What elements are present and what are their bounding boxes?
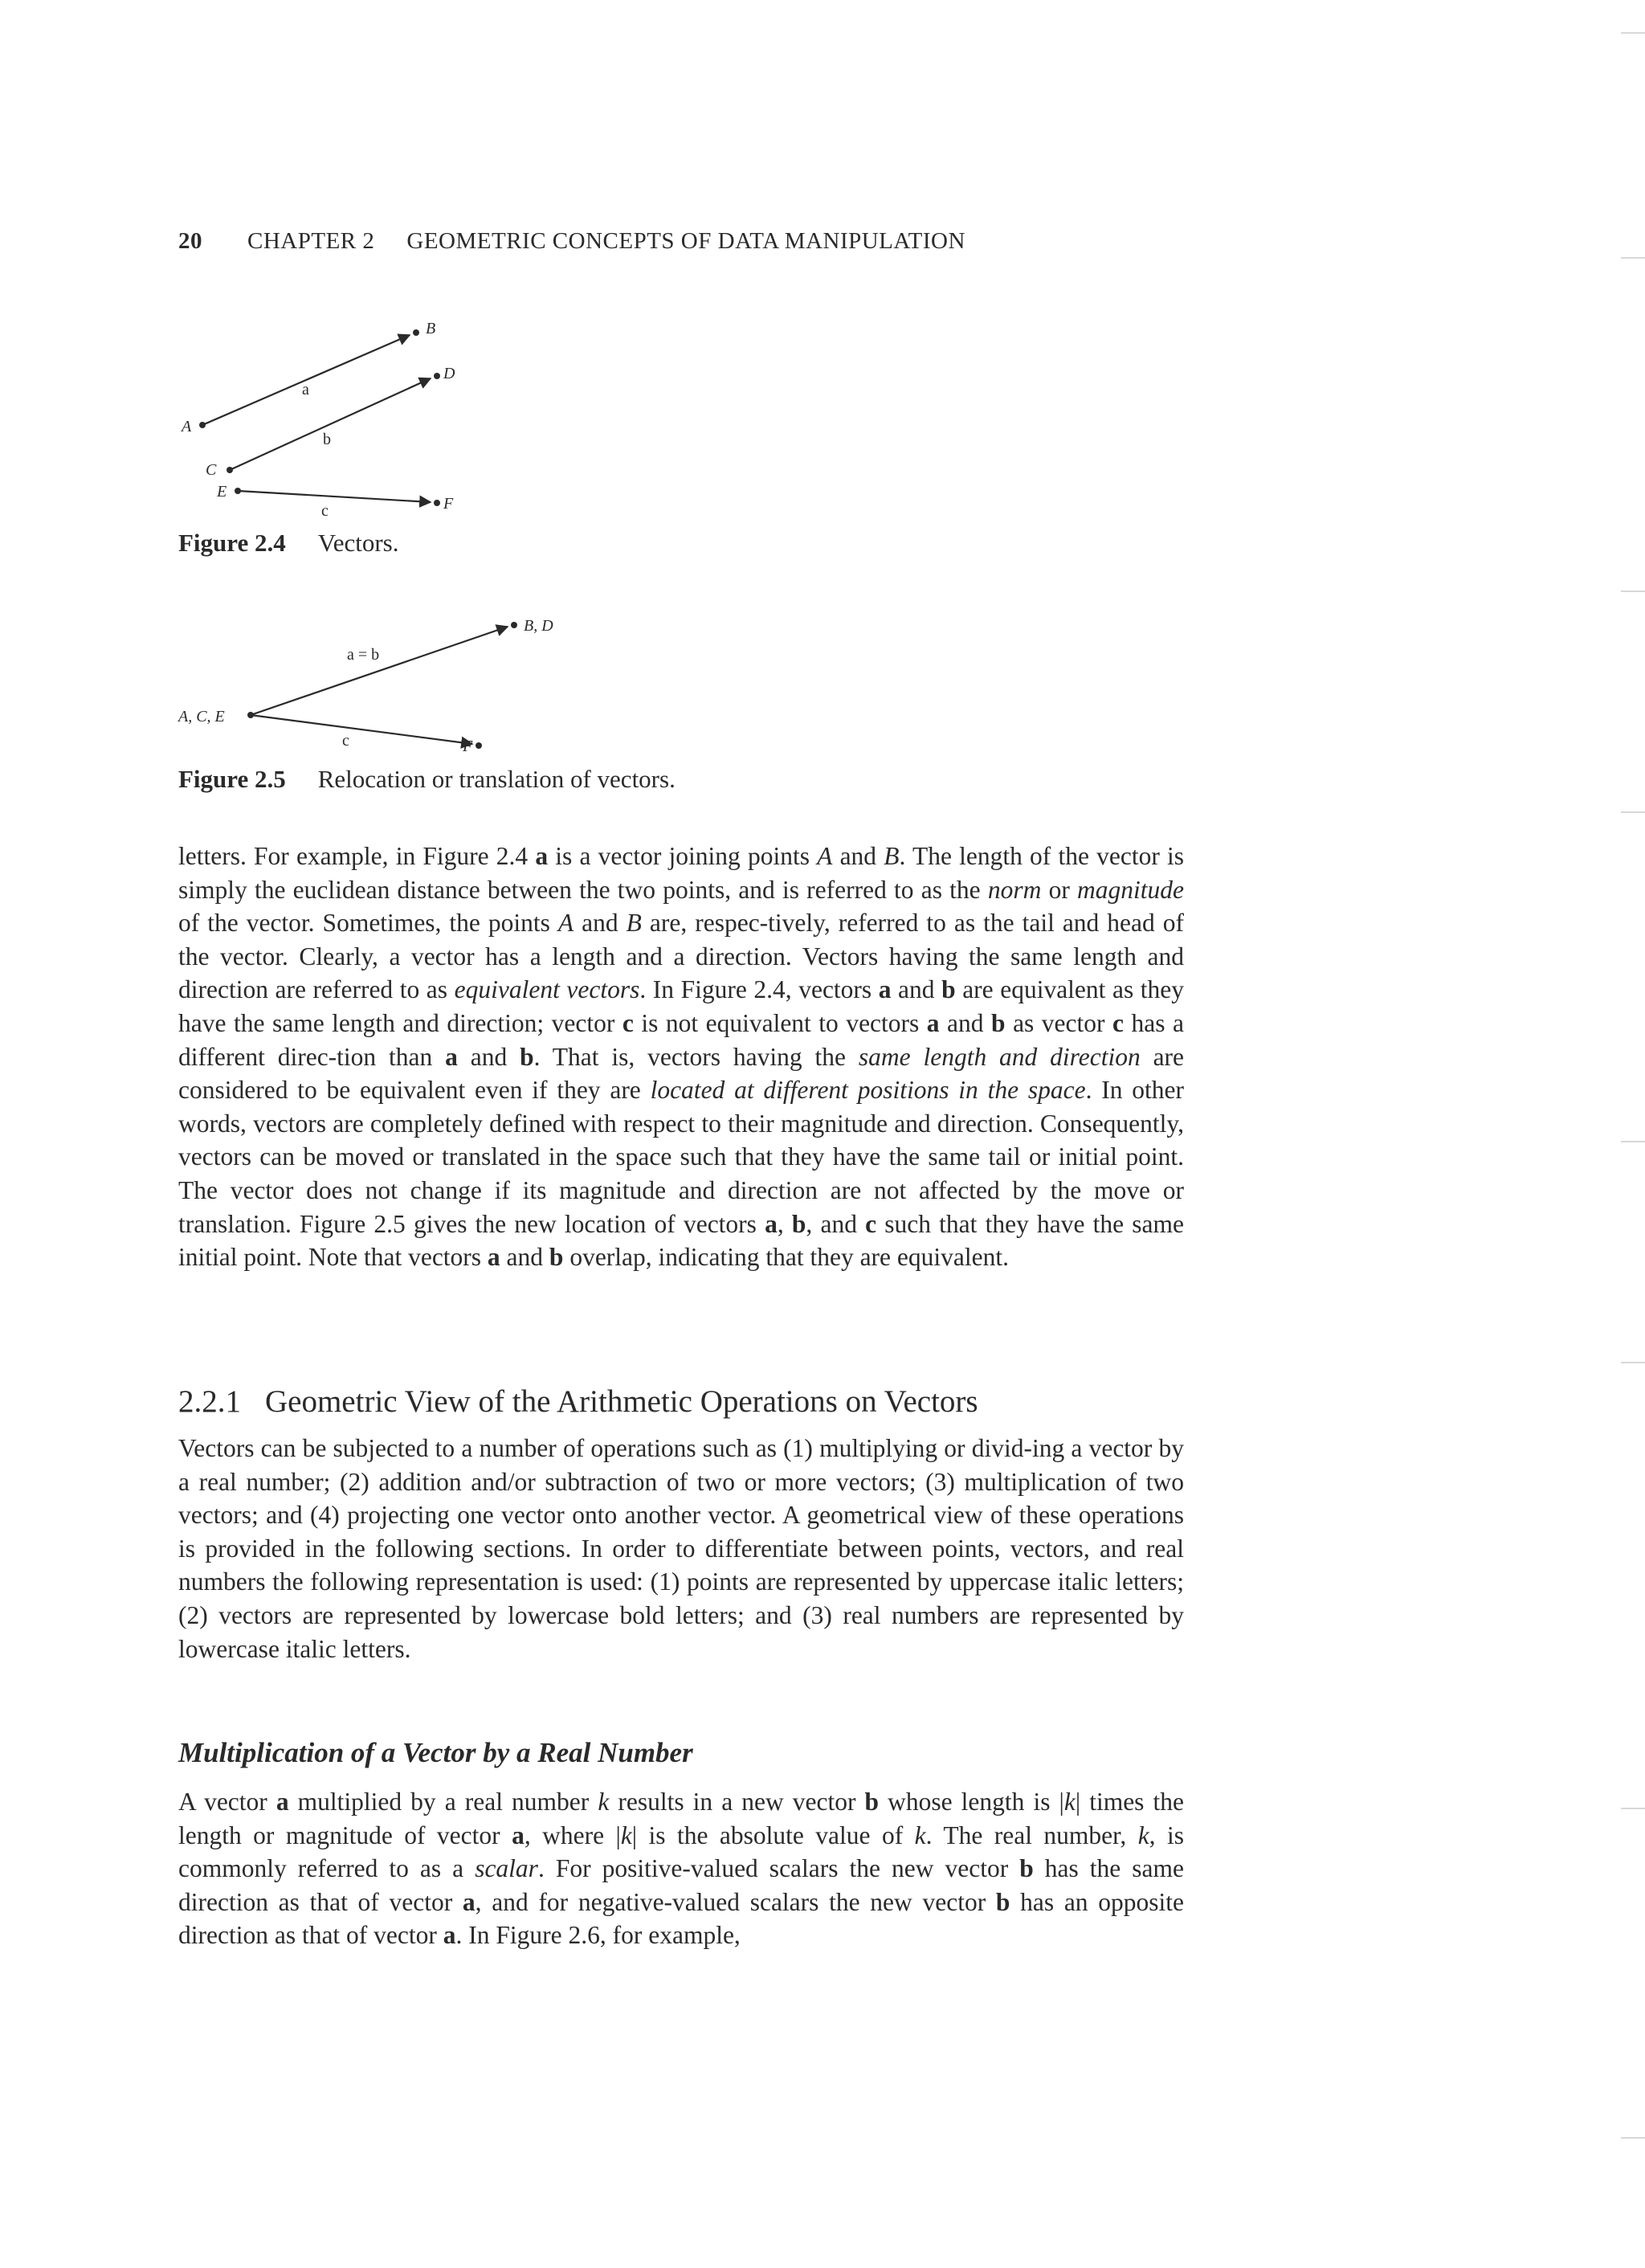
point-d-dot (434, 373, 440, 379)
point-a-dot (199, 422, 206, 428)
chapter-title: GEOMETRIC CONCEPTS OF DATA MANIPULATION (406, 228, 965, 254)
point-b-dot (413, 329, 419, 336)
figure-2-5 (161, 603, 578, 763)
label-c-2: c (342, 732, 349, 750)
scan-artifact (1621, 257, 1645, 259)
section-number: 2.2.1 (178, 1384, 241, 1419)
scan-artifact (1621, 2137, 1645, 2139)
paragraph-text: Vectors can be subjected to a number of operations such as (1) multiplying or divid-ing a vector by a real number; (2) addition and/or subtraction of two or more vectors; (3) multiplication of two vectors; and (4) projecting one vector onto another vector. A geometrical view of these operations is provided in the following sections. In order to differentiate between points, vectors, and real numbers the following representation is used: (1) points are represented by uppercase italic letters; (2) vectors are represented by lowercase bold letters; and (3) real numbers are represented by lowercase italic letters. (178, 1434, 1184, 1663)
label-point-d: D (443, 365, 455, 382)
label-point-b: B (426, 320, 436, 337)
label-a-equals-b: a = b (347, 646, 380, 664)
label-vector-b: b (323, 431, 331, 448)
section-heading (178, 1383, 1223, 1420)
label-point-f: F (443, 495, 454, 513)
scan-artifact (1621, 1141, 1645, 1142)
chapter-label: CHAPTER 2 (247, 228, 375, 254)
scan-artifact (1621, 1808, 1645, 1809)
paragraph-text: letters. For example, in Figure 2.4 a is a vector joining points A and B. The length of the vector is simply the euclidean distance between the two points, and is referred to as the norm or magnitude of the vector. Sometimes, the points A and B are, respec-tively, referred to as the tail and head of the vector. Clearly, a vector has a length and a direction. Vectors having the same length and direction are referred to as equivalent vectors. In Figure 2.4, vectors a and b are equivalent as they have the same length and direction; vector c is not equivalent to vectors a and b as vector c has a different direc-tion than a and b. That is, vectors having the same length and direction are considered to be equivalent even if they are located at different positions in the space. In other words, vectors are completely defined with respect to their magnitude and direction. Consequently, vectors can be moved or translated in the space such that they have the same tail or initial point. The vector does not change if its magnitude and direction are not affected by the move or translation. Figure 2.5 gives the new location of vectors a, b, and c such that they have the same initial point. Note that vectors a and b overlap, indicating that they are equivalent. (178, 842, 1185, 1272)
label-point-e: E (217, 483, 227, 501)
label-point-a: A (182, 418, 192, 435)
point-e-dot (235, 488, 241, 494)
section-title: Geometric View of the Arithmetic Operations on Vectors (265, 1384, 978, 1419)
label-bd: B, D (524, 617, 553, 635)
body-paragraph-1 (178, 840, 1184, 1274)
figure-2-5-diagram (161, 603, 578, 763)
label-vector-c: c (321, 502, 329, 520)
head-f-dot (476, 742, 482, 749)
vector-b-line (230, 378, 431, 470)
subsection-heading: Multiplication of a Vector by a Real Number (178, 1737, 693, 1768)
point-c-dot (227, 467, 233, 473)
vector-c-line-2 (251, 715, 472, 744)
label-ace: A, C, E (178, 708, 225, 725)
scan-artifact (1621, 811, 1645, 813)
scan-artifact (1621, 590, 1645, 592)
point-f-dot (434, 500, 440, 506)
running-head (178, 228, 1223, 268)
paragraph-text: A vector a multiplied by a real number k results in a new vector b whose length is |k| times the length or magnitude of vector a, where |k| is the absolute value of k. The real number, k, is commonly referred to as a scalar. For positive-valued scalars the new vector b has the same direction as that of vector a, and for negative-valued scalars the new vector b has an opposite direction as that of vector a. In Figure 2.6, for example, (178, 1788, 1184, 1950)
label-vector-a: a (302, 381, 309, 398)
vector-ab-line (251, 627, 508, 715)
page-number: 20 (178, 228, 202, 254)
vector-a-line (202, 335, 410, 425)
common-tail-dot (247, 712, 254, 718)
figure-2-5-caption (178, 765, 676, 794)
figure-2-4-caption (178, 529, 398, 558)
scan-artifact (1621, 32, 1645, 34)
body-paragraph-3 (178, 1785, 1184, 1952)
figure-2-4-number: Figure 2.4 (178, 529, 286, 557)
vector-c-line (238, 491, 431, 502)
figure-2-5-caption-text: Relocation or translation of vectors. (317, 765, 676, 793)
body-paragraph-2 (178, 1432, 1184, 1665)
scan-artifact (1621, 1362, 1645, 1363)
figure-2-4 (161, 309, 498, 526)
head-bd-dot (511, 622, 517, 628)
label-f-2: F (463, 738, 473, 755)
figure-2-4-caption-text: Vectors. (317, 529, 399, 557)
label-point-c: C (206, 461, 217, 479)
figure-2-4-diagram (161, 309, 498, 526)
figure-2-5-number: Figure 2.5 (178, 765, 286, 793)
